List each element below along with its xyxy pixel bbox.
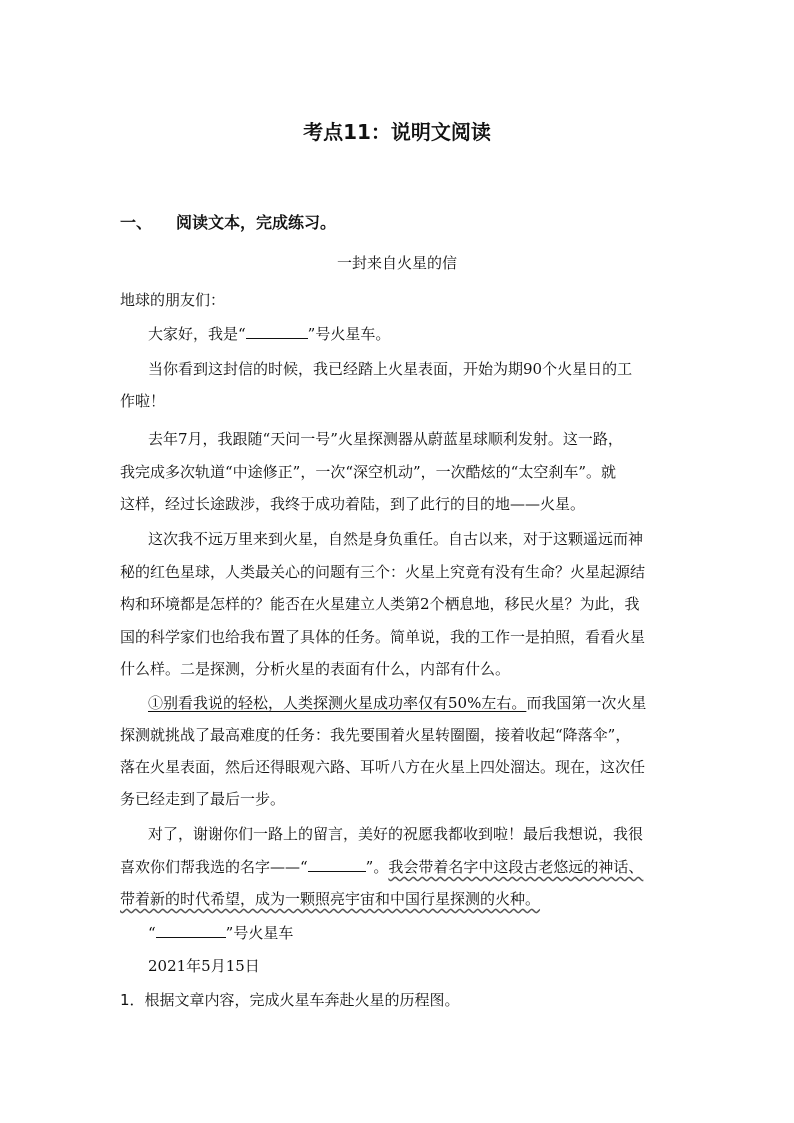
paragraph-4-line-2: 秘的红色星球，人类最关心的问题有三个：火星上究竟有没有生命？火星起源结 — [120, 563, 646, 581]
question-1: 1．根据文章内容，完成火星车奔赴火星的历程图。 — [120, 991, 460, 1009]
paragraph-6-line-3 — [120, 888, 540, 909]
paragraph-5-line-2: 探测就挑战了最高难度的任务：我先要围着火星转圈圈，接着收起“降落伞”， — [120, 726, 631, 744]
p5-rest: 而我国第一次火星 — [526, 694, 647, 712]
paragraph-4-line-5: 什么样。二是探测，分析火星的表面有什么，内部有什么。 — [120, 660, 511, 678]
paragraph-1 — [148, 323, 390, 344]
p6-pre: 喜欢你们帮我选的名字——“ — [120, 858, 308, 876]
signature-post: ”号火星车 — [225, 924, 294, 942]
paragraph-2-line-1: 当你看到这封信的时候，我已经踏上火星表面，开始为期90个火星日的工 — [148, 360, 633, 378]
paragraph-3-line-3: 这样，经过长途跋涉，我终于成功着陆，到了此行的目的地——火星。 — [120, 495, 586, 513]
page-title: 考点11：说明文阅读 — [303, 120, 491, 144]
paragraph-5-line-4: 务已经走到了最后一步。 — [120, 790, 286, 808]
salutation: 地球的朋友们： — [120, 291, 226, 309]
section-number: 一、 — [120, 213, 153, 232]
underlined-sentence-1: ①别看我说的轻松，人类探测火星成功率仅有50%左右。 — [148, 694, 527, 712]
paragraph-6-line-2 — [120, 856, 643, 877]
signature — [148, 922, 293, 943]
section-heading: 阅读文本，完成练习。 — [176, 213, 337, 232]
paragraph-5-line-3: 落在火星表面，然后还得眼观六路、耳听八方在火星上四处溜达。现在，这次任 — [120, 758, 646, 776]
wavy-sentence-part-2: 带着新的时代希望，成为一颗照亮宇宙和中国行星探测的火种。 — [120, 890, 541, 908]
paragraph-3-line-2: 我完成多次轨道“中途修正”，一次“深空机动”，一次酷炫的“太空刹车”。就 — [120, 463, 617, 481]
wavy-sentence-part-1: 我会带着名字中这段古老悠远的神话、 — [388, 858, 644, 876]
paragraph-5-line-1 — [148, 692, 646, 713]
name-blank-3[interactable] — [156, 923, 226, 938]
paragraph-4-line-1: 这次我不远万里来到火星，自然是身负重任。自古以来，对于这颗遥远而神 — [148, 530, 644, 548]
name-blank-1[interactable] — [246, 324, 308, 339]
paragraph-4-line-3: 构和环境都是怎样的？能否在火星建立人类第2个栖息地，移民火星？为此，我 — [120, 595, 640, 613]
name-blank-2[interactable] — [308, 857, 366, 872]
paragraph-4-line-4: 国的科学家们也给我布置了具体的任务。简单说，我的工作一是拍照，看看火星 — [120, 628, 646, 646]
paragraph-2-line-2: 作啦！ — [120, 392, 166, 410]
signature-pre: “ — [148, 924, 156, 942]
p6-mid: ”。 — [365, 858, 389, 876]
letter-date: 2021年5月15日 — [148, 957, 260, 975]
paragraph-3-line-1: 去年7月，我跟随“天问一号”火星探测器从蔚蓝星球顺利发射。这一路， — [148, 430, 623, 448]
paragraph-6-line-1: 对了，谢谢你们一路上的留言，美好的祝愿我都收到啦！最后我想说，我很 — [148, 825, 644, 843]
p1-pre: 大家好，我是“ — [148, 325, 246, 343]
letter-title: 一封来自火星的信 — [336, 254, 457, 272]
p1-post: ”号火星车。 — [307, 325, 391, 343]
